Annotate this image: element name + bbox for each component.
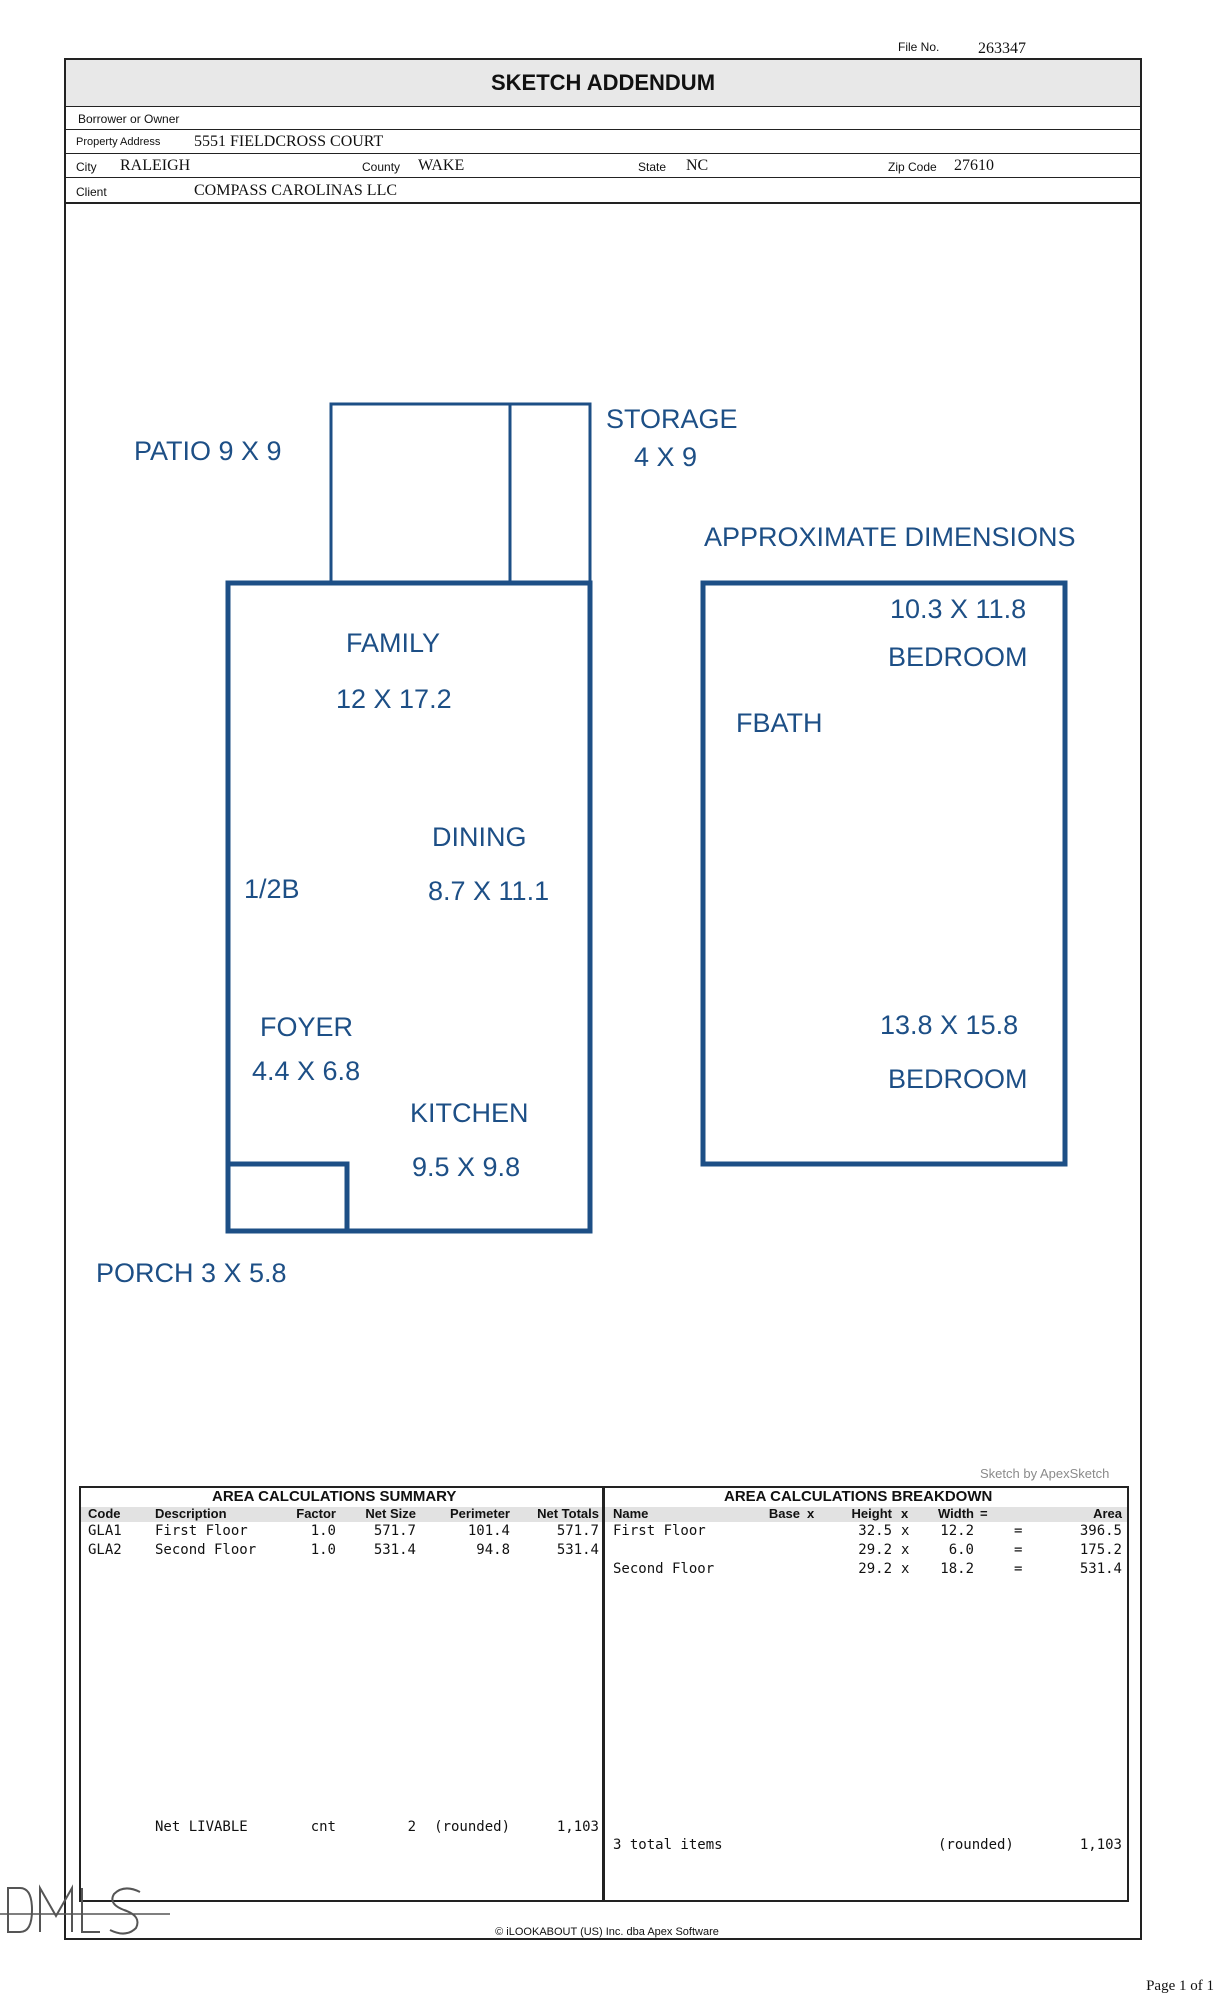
breakdown-row-2-x: x — [901, 1542, 910, 1558]
foyer-label: FOYER — [260, 1012, 354, 1042]
file-no-value: 263347 — [978, 40, 1026, 57]
full-bath-label: FBATH — [736, 708, 823, 738]
client-label: Client — [76, 185, 107, 199]
porch-notch — [228, 1164, 347, 1231]
summary-row-2-code: GLA2 — [88, 1542, 122, 1558]
kitchen-dims: 9.5 X 9.8 — [412, 1152, 521, 1182]
storage-outline — [510, 404, 590, 583]
summary-title: AREA CALCULATIONS SUMMARY — [212, 1488, 457, 1505]
breakdown-row-3-x: x — [901, 1561, 910, 1577]
zip-value: 27610 — [954, 157, 994, 174]
bedroom2-dims: 13.8 X 15.8 — [880, 1010, 1019, 1040]
breakdown-row-3-name: Second Floor — [613, 1561, 715, 1577]
patio-label: PATIO 9 X 9 — [134, 436, 282, 466]
family-dims: 12 X 17.2 — [336, 684, 452, 714]
porch-outline — [228, 1164, 347, 1231]
city-label: City — [76, 160, 97, 174]
breakdown-row-2-width: 6.0 — [948, 1542, 974, 1558]
summary-row-1-net-totals: 571.7 — [556, 1523, 599, 1539]
breakdown-row-3-equals: = — [1014, 1561, 1023, 1577]
breakdown-row-3-area: 531.4 — [1079, 1561, 1122, 1577]
breakdown-row-3-width: 18.2 — [940, 1561, 974, 1577]
breakdown-row-2-area: 175.2 — [1079, 1542, 1122, 1558]
page-number: Page 1 of 1 — [1146, 1978, 1214, 1994]
breakdown-row-1-area: 396.5 — [1079, 1523, 1122, 1539]
breakdown-title: AREA CALCULATIONS BREAKDOWN — [724, 1488, 993, 1505]
breakdown-row-1-width: 12.2 — [940, 1523, 974, 1539]
county-value: WAKE — [418, 157, 465, 174]
summary-footer-cnt-label: cnt — [310, 1819, 336, 1835]
approximate-dimensions-label: APPROXIMATE DIMENSIONS — [704, 522, 1076, 552]
breakdown-row-1-x: x — [901, 1523, 910, 1539]
summary-footer-rounded: (rounded) — [434, 1819, 510, 1835]
breakdown-header-x2: x — [901, 1506, 909, 1521]
summary-footer-count: 2 — [407, 1819, 416, 1835]
foyer-dims: 4.4 X 6.8 — [252, 1056, 361, 1086]
summary-header-net-size: Net Size — [365, 1506, 416, 1521]
dining-dims: 8.7 X 11.1 — [428, 876, 550, 906]
family-label: FAMILY — [346, 628, 441, 658]
bedroom1-label: BEDROOM — [888, 642, 1028, 672]
dining-label: DINING — [432, 822, 527, 852]
copyright-notice: © iLOOKABOUT (US) Inc. dba Apex Software — [495, 1926, 719, 1938]
first-floor-outline — [228, 583, 590, 1231]
breakdown-header-height: Height — [851, 1506, 892, 1521]
city-value: RALEIGH — [120, 157, 191, 174]
summary-row-1-factor: 1.0 — [310, 1523, 336, 1539]
breakdown-footer-total: 1,103 — [1079, 1837, 1122, 1853]
summary-row-2-net-size: 531.4 — [373, 1542, 416, 1558]
storage-label: STORAGE — [606, 404, 738, 434]
breakdown-row-1-height: 32.5 — [858, 1523, 892, 1539]
summary-row-2-factor: 1.0 — [310, 1542, 336, 1558]
client-value: COMPASS CAROLINAS LLC — [194, 182, 398, 199]
breakdown-row-1-equals: = — [1014, 1523, 1023, 1539]
summary-header-description: Description — [155, 1506, 227, 1521]
summary-row-1-code: GLA1 — [88, 1523, 122, 1539]
summary-row-1-net-size: 571.7 — [373, 1523, 416, 1539]
breakdown-footer-label: 3 total items — [613, 1837, 723, 1853]
file-no-label: File No. — [898, 40, 940, 54]
state-value: NC — [686, 157, 709, 174]
summary-header-code: Code — [88, 1506, 121, 1521]
breakdown-header-equals: = — [980, 1506, 988, 1521]
summary-header-perimeter: Perimeter — [450, 1506, 510, 1521]
patio-outline — [331, 404, 510, 583]
summary-row-1-perimeter: 101.4 — [467, 1523, 510, 1539]
summary-header-net-totals: Net Totals — [537, 1506, 599, 1521]
document-title-text: SKETCH ADDENDUM — [490, 70, 716, 95]
breakdown-header-name: Name — [613, 1506, 649, 1521]
summary-footer-label: Net LIVABLE — [155, 1819, 248, 1835]
summary-row-2-description: Second Floor — [155, 1542, 257, 1558]
sketch-credit: Sketch by ApexSketch — [980, 1466, 1110, 1481]
breakdown-footer-rounded: (rounded) — [938, 1837, 1014, 1853]
summary-row-2-net-totals: 531.4 — [556, 1542, 599, 1558]
state-label: State — [638, 160, 667, 174]
breakdown-header-base: Base — [768, 1506, 800, 1521]
property-address-value: 5551 FIELDCROSS COURT — [194, 133, 384, 150]
summary-footer-total: 1,103 — [556, 1819, 599, 1835]
breakdown-row-3-height: 29.2 — [858, 1561, 892, 1577]
breakdown-header-area: Area — [1093, 1506, 1122, 1521]
storage-dims: 4 X 9 — [634, 442, 698, 472]
breakdown-header-x1: x — [807, 1506, 815, 1521]
property-address-label: Property Address — [76, 136, 161, 148]
zip-label: Zip Code — [888, 160, 937, 174]
summary-row-2-perimeter: 94.8 — [476, 1542, 510, 1558]
kitchen-label: KITCHEN — [410, 1098, 529, 1128]
breakdown-header-width: Width — [938, 1506, 974, 1521]
county-label: County — [362, 160, 401, 174]
bedroom2-label: BEDROOM — [888, 1064, 1028, 1094]
breakdown-row-2-equals: = — [1014, 1542, 1023, 1558]
porch-label: PORCH 3 X 5.8 — [96, 1258, 287, 1288]
bedroom1-dims: 10.3 X 11.8 — [890, 594, 1027, 624]
borrower-label: Borrower or Owner — [78, 112, 180, 126]
breakdown-row-1-name: First Floor — [613, 1523, 706, 1539]
half-bath-label: 1/2B — [244, 874, 300, 904]
breakdown-row-2-height: 29.2 — [858, 1542, 892, 1558]
mls-logo — [0, 1880, 170, 1940]
area-calculations-divider — [602, 1486, 605, 1902]
summary-header-factor: Factor — [296, 1506, 336, 1521]
summary-row-1-description: First Floor — [155, 1523, 248, 1539]
